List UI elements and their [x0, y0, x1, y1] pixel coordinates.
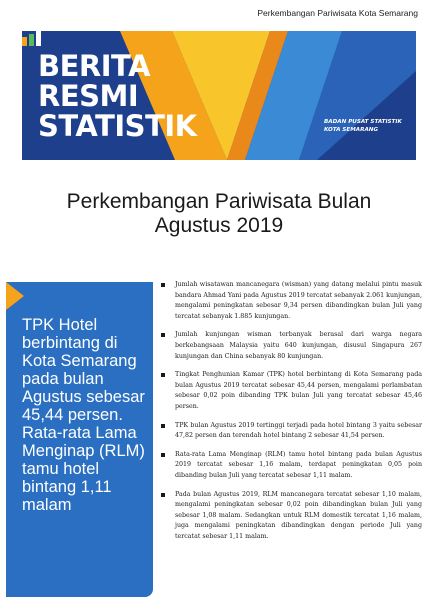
bullet-icon: [161, 453, 165, 457]
list-item: [160, 370, 422, 412]
page-title-line: Perkembangan Pariwisata Bulan: [66, 190, 372, 213]
corner-triangle-icon: [6, 282, 24, 310]
highlight-text: TPK Hotel berbintang di Kota Semarang pada bulan Agustus sebesar 45,44 persen. Rata-rata Lama Menginap (RLM) tamu hotel bintang 1,11 malam: [22, 316, 145, 514]
brs-title-line: RESMI: [38, 79, 139, 113]
page-title-line: Agustus 2019: [154, 214, 284, 237]
list-item-text: Tingkat Penghunian Kamar (TPK) hotel berbintang di Kota Semarang pada bulan Agustus 2019 tercatat sebesar 45,44 persen, mengalami perlambatan sebesar 0,02 poin dibanding TPK bulan Juli yang tercatat sebesar 45,46 persen.: [175, 371, 422, 410]
list-item: [160, 490, 422, 543]
bps-logo-icon: [22, 31, 46, 47]
brs-title: [38, 51, 197, 141]
bullet-icon: [161, 373, 165, 377]
list-item-text: Jumlah wisatawan mancanegara (wisman) yang datang melalui pintu masuk bandara Ahmad Yani pada Agustus 2019 tercatat sebanyak 2.061 kunjungan, mengalami peningkatan sebesar 9,34 persen dibandingkan bulan Juli yang tercatat sebanyak 1.885 kunjungan.: [175, 281, 422, 320]
list-item-text: TPK bulan Agustus 2019 tertinggi terjadi pada hotel bintang 3 yaitu sebesar 47,82 persen dan terendah hotel bintang 2 sebesar 41,54 persen.: [175, 421, 422, 440]
brs-title-line: BERITA: [38, 49, 151, 83]
list-item: [160, 421, 422, 442]
list-item-text: Jumlah kunjungan wisman terbanyak berasal dari warga negara berkebangsaan Malaysia yaitu 640 kunjungan, disusul Singapura 267 kunjungan dan China sebanyak 80 kunjungan.: [175, 331, 422, 360]
list-item-text: Pada bulan Agustus 2019, RLM mancanegara tercatat sebesar 1,10 malam, mengalami peningkatan sebesar 0,02 poin dibandingkan bulan Juli yang sebesar 1,08 malam. Sedangkan untuk RLM domestik tercatat 1,16 malam, juga mengalami peningkatan dibandingkan dengan periode Juli yang tercatat sebesar 1,11 malam.: [175, 490, 422, 540]
running-header: Perkembangan Pariwisata Kota Semarang: [257, 8, 418, 18]
bullet-icon: [161, 333, 165, 337]
bullet-list: [160, 280, 422, 550]
agency-line: KOTA SEMARANG: [324, 127, 379, 133]
bps-agency-name: [324, 118, 402, 134]
list-item-text: Rata-rata Lama Menginap (RLM) tamu hotel bintang pada bulan Agustus 2019 tercatat sebesar 1,16 malam, terdapat peningkatan 0,05 poin dibanding bulan Juli yang tercatat sebesar 1,11 malam.: [175, 450, 422, 479]
brs-banner: [22, 31, 416, 160]
list-item: [160, 330, 422, 362]
list-item: [160, 450, 422, 482]
list-item: [160, 280, 422, 322]
agency-line: BADAN PUSAT STATISTIK: [324, 119, 402, 125]
bullet-icon: [161, 424, 165, 428]
bullet-icon: [161, 493, 165, 497]
bullet-icon: [161, 283, 165, 287]
brs-title-line: STATISTIK: [38, 109, 197, 143]
page-title: [22, 190, 416, 238]
